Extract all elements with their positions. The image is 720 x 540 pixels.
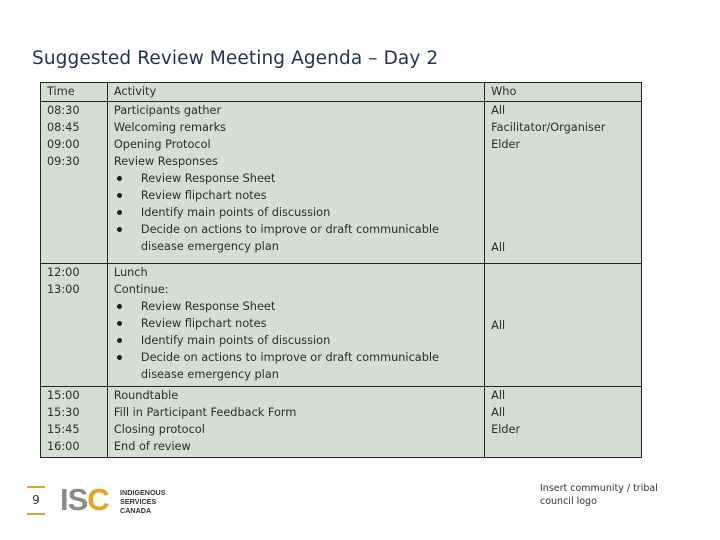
bullet-item: Review Response Sheet — [114, 170, 479, 187]
table-row — [41, 387, 642, 458]
time-value: 13:00 — [47, 283, 80, 296]
activity-cell — [107, 102, 484, 264]
table-header-row — [41, 83, 642, 102]
bullet-item: Identify main points of discussion — [114, 204, 479, 221]
header-who: Who — [485, 83, 642, 102]
who-value: Elder — [491, 423, 521, 436]
bullet-item: Decide on actions to improve or draft communicable disease emergency plan — [114, 349, 479, 383]
time-cell — [41, 102, 108, 264]
bullet-item: Review Response Sheet — [114, 298, 479, 315]
table-row — [41, 264, 642, 387]
header-time: Time — [41, 83, 108, 102]
who-cell — [485, 102, 642, 264]
activity-item: Opening Protocol — [113, 138, 211, 151]
page-number: 9 — [32, 493, 40, 507]
activity-cell — [107, 387, 484, 458]
bullet-item: Identify main points of discussion — [114, 332, 479, 349]
activity-item: Review Responses — [113, 155, 218, 168]
slide-title: Suggested Review Meeting Agenda – Day 2 — [32, 48, 439, 69]
who-value: All — [491, 241, 506, 254]
time-value: 12:00 — [47, 266, 80, 279]
isc-logo-text — [120, 489, 166, 515]
activity-item: Participants gather — [113, 104, 222, 117]
who-cell — [485, 387, 642, 458]
who-value: Elder — [491, 138, 521, 151]
time-value: 09:00 — [47, 138, 80, 151]
activity-item: Roundtable — [113, 389, 179, 402]
activity-item: Continue: — [113, 283, 169, 296]
time-value: 15:30 — [47, 406, 80, 419]
logo-line: CANADA — [120, 505, 152, 515]
who-value: All — [491, 389, 506, 402]
footer-divider-bottom — [27, 513, 45, 515]
time-value: 15:00 — [47, 389, 80, 402]
time-value: 08:30 — [47, 104, 80, 117]
activity-item: Closing protocol — [113, 423, 205, 436]
activity-cell — [107, 264, 484, 387]
bullet-item: Review flipchart notes — [114, 315, 479, 332]
bullet-item: Review flipchart notes — [114, 187, 479, 204]
logo-line: INDIGENOUS — [120, 488, 166, 497]
who-value: All — [491, 406, 506, 419]
who-value: All — [491, 318, 506, 332]
activity-item: Lunch — [113, 266, 148, 279]
logo-line: SERVICES — [120, 496, 157, 506]
bullet-item: Decide on actions to improve or draft communicable disease emergency plan — [114, 221, 479, 255]
who-value: All — [491, 104, 506, 117]
activity-item: Welcoming remarks — [113, 121, 227, 134]
bullet-list — [114, 298, 479, 383]
time-value: 16:00 — [47, 440, 80, 453]
agenda-table — [40, 82, 642, 458]
isc-wordmark: ISC — [60, 482, 109, 517]
table-row — [41, 102, 642, 264]
time-value: 15:45 — [47, 423, 80, 436]
bullet-list — [114, 170, 479, 255]
time-cell — [41, 264, 108, 387]
who-value: Facilitator/Organiser — [491, 121, 606, 134]
activity-item: End of review — [113, 440, 191, 453]
insert-logo-placeholder: Insert community / tribal council logo — [540, 483, 658, 507]
header-activity: Activity — [107, 83, 484, 102]
who-cell — [485, 264, 642, 387]
time-value: 08:45 — [47, 121, 80, 134]
footer-divider-top — [27, 486, 45, 488]
time-cell — [41, 387, 108, 458]
activity-item: Fill in Participant Feedback Form — [113, 406, 297, 419]
time-value: 09:30 — [47, 155, 80, 168]
